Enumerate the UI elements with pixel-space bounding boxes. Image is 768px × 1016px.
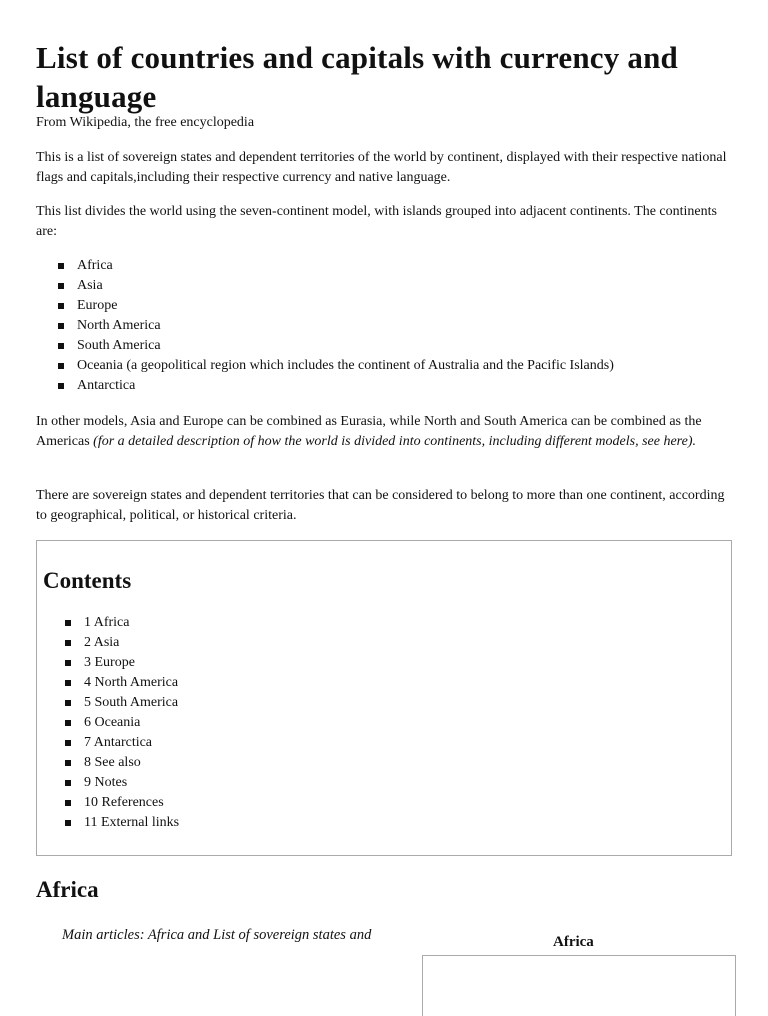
other-models-text: In other models, Asia and Europe can be combined as Eurasia, while North and South America can be combined as the Americas — [36, 414, 702, 449]
list-item[interactable]: Africa — [58, 256, 614, 276]
toc-item[interactable]: 7 Antarctica — [65, 733, 179, 753]
model-paragraph: This list divides the world using the seven-continent model, with islands grouped into adjacent continents. The continents are: — [36, 204, 717, 239]
list-item[interactable]: Asia — [58, 276, 614, 296]
main-articles-hatnote[interactable]: Main articles: Africa and List of sovereign states and — [62, 927, 372, 943]
table-of-contents — [36, 540, 732, 856]
multi-continent-paragraph: There are sovereign states and dependent territories that can be considered to belong to more than one continent, according to geographical, political, or historical criteria. — [36, 488, 725, 523]
toc-item[interactable]: 3 Europe — [65, 653, 179, 673]
toc-item[interactable]: 11 External links — [65, 813, 179, 833]
list-item[interactable]: Antarctica — [58, 376, 614, 396]
toc-item[interactable]: 2 Asia — [65, 633, 179, 653]
toc-item[interactable]: 9 Notes — [65, 773, 179, 793]
intro-paragraph: This is a list of sovereign states and dependent territories of the world by continent, displayed with their respective national flags and capitals,including their respective currency and native language. — [36, 150, 727, 185]
toc-title: Contents — [43, 568, 132, 593]
other-models-note[interactable]: (for a detailed description of how the world is divided into continents, including different models, see here). — [93, 434, 696, 449]
toc-item[interactable]: 4 North America — [65, 673, 179, 693]
list-item[interactable]: South America — [58, 336, 614, 356]
other-models-paragraph — [36, 412, 736, 452]
list-item[interactable]: Oceania (a geopolitical region which includes the continent of Australia and the Pacific Islands) — [58, 356, 614, 376]
list-item[interactable]: Europe — [58, 296, 614, 316]
list-item[interactable]: North America — [58, 316, 614, 336]
toc-item[interactable]: 6 Oceania — [65, 713, 179, 733]
toc-item[interactable]: 1 Africa — [65, 613, 179, 633]
page-subtitle: From Wikipedia, the free encyclopedia — [36, 115, 255, 130]
infobox-caption: Africa — [553, 934, 594, 950]
toc-item[interactable]: 5 South America — [65, 693, 179, 713]
continent-list — [58, 256, 614, 396]
toc-item[interactable]: 8 See also — [65, 753, 179, 773]
infobox-frame — [422, 955, 736, 1016]
section-heading-africa: Africa — [36, 877, 99, 902]
page-title: List of countries and capitals with currency and language — [36, 40, 678, 114]
toc-list — [65, 613, 179, 833]
toc-item[interactable]: 10 References — [65, 793, 179, 813]
